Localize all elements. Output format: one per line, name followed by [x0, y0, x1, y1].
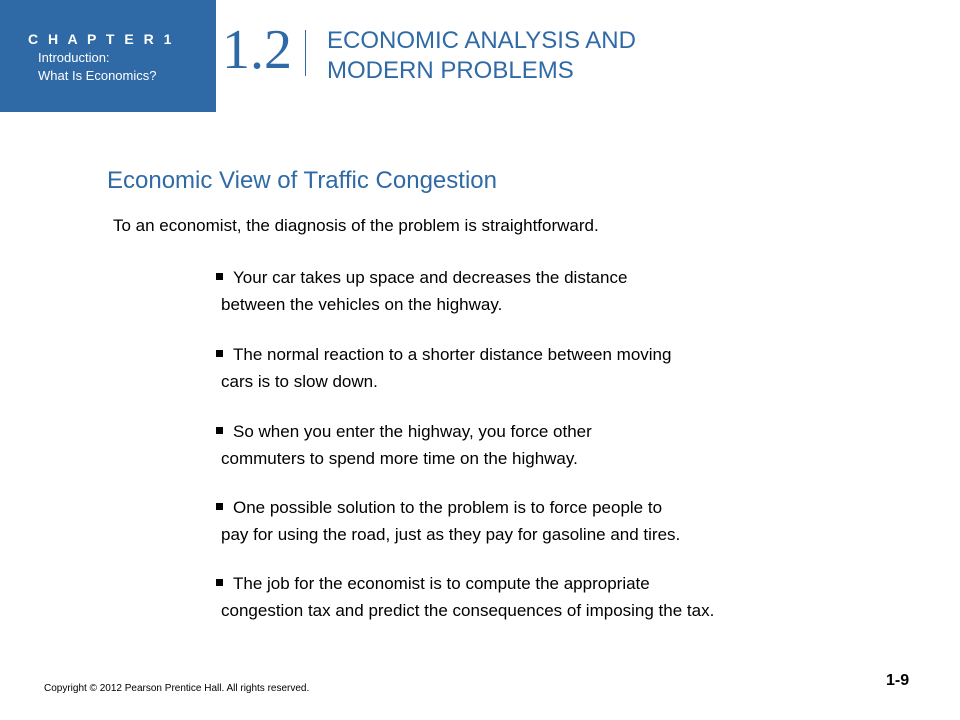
page-number: 1-9	[886, 672, 910, 689]
bullet-line2: cars is to slow down.	[221, 372, 378, 391]
bullet-item	[216, 494, 680, 548]
square-bullet-icon	[216, 503, 223, 510]
bullet-line1: The job for the economist is to compute the appropriate	[233, 574, 650, 593]
slide-heading: Economic View of Traffic Congestion	[107, 167, 497, 194]
bullet-line2: congestion tax and predict the consequences of imposing the tax.	[221, 601, 715, 620]
bullet-item	[216, 341, 671, 395]
section-title	[327, 26, 636, 86]
bullet-line2: between the vehicles on the highway.	[221, 295, 503, 314]
chapter-subtitle-line2: What Is Economics?	[38, 68, 157, 83]
square-bullet-icon	[216, 579, 223, 586]
bullet-line1: The normal reaction to a shorter distance between moving	[233, 345, 672, 364]
bullet-item	[216, 264, 627, 318]
chapter-box	[0, 0, 216, 112]
copyright-notice: Copyright © 2012 Pearson Prentice Hall. All rights reserved.	[44, 683, 310, 694]
square-bullet-icon	[216, 273, 223, 280]
bullet-line1: So when you enter the highway, you force other	[233, 422, 592, 441]
bullet-item	[216, 570, 714, 624]
square-bullet-icon	[216, 427, 223, 434]
bullet-line1: Your car takes up space and decreases the distance	[233, 268, 628, 287]
bullet-line2: commuters to spend more time on the highway.	[221, 449, 578, 468]
square-bullet-icon	[216, 350, 223, 357]
intro-text: To an economist, the diagnosis of the problem is straightforward.	[113, 216, 599, 235]
bullet-item	[216, 418, 592, 472]
section-divider	[305, 30, 306, 76]
bullet-line1: One possible solution to the problem is to force people to	[233, 498, 663, 517]
section-number: 1.2	[222, 19, 292, 81]
section-title-line1: ECONOMIC ANALYSIS AND	[327, 27, 636, 54]
chapter-subtitle-line1: Introduction:	[38, 50, 110, 65]
bullet-line2: pay for using the road, just as they pay for gasoline and tires.	[221, 525, 681, 544]
section-title-line2: MODERN PROBLEMS	[327, 57, 574, 84]
chapter-label: C H A P T E R 1	[28, 31, 175, 47]
